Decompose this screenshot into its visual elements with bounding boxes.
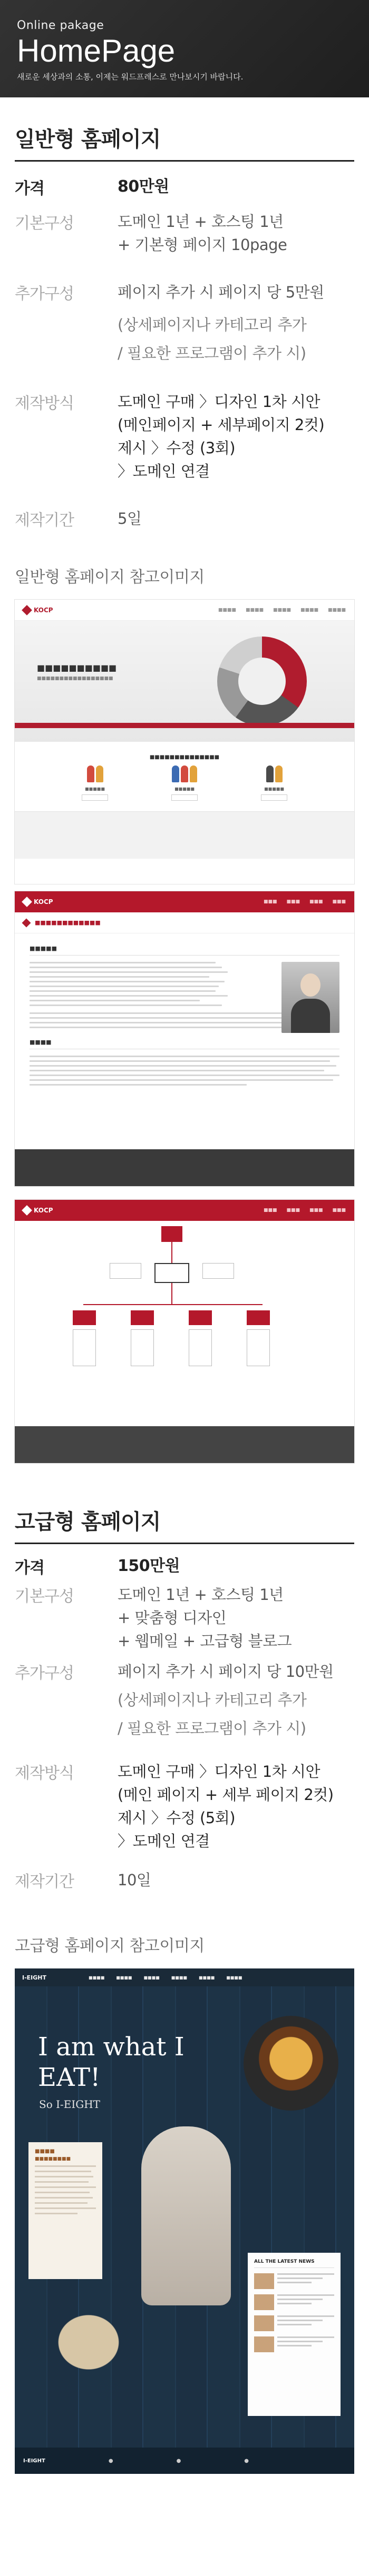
basic-mockup-org <box>15 1200 354 1463</box>
basic-period-value: 5일 <box>118 510 142 528</box>
list-item <box>254 2315 334 2331</box>
mockup-banner-text: ■■■■■■■■■■ ■■■■■■■■■■■■■■■■■ <box>37 663 117 681</box>
premium-hero-sub: So I-EIGHT <box>39 2098 101 2111</box>
premium-composition-value: 도메인 1년 + 호스팅 1년 + 맞춤형 디자인 + 웹메일 + 고급형 블로그 <box>118 1586 292 1650</box>
premium-period-value: 10일 <box>118 1871 151 1889</box>
premium-title: 고급형 홈페이지 <box>15 1505 354 1544</box>
premium-period-label: 제작기간 <box>15 1873 74 1891</box>
basic-reference-title: 일반형 홈페이지 참고이미지 <box>15 568 205 586</box>
basic-composition-label: 기본구성 <box>15 214 74 233</box>
premium-bowl-image <box>244 2016 338 2111</box>
org-box <box>110 1263 141 1279</box>
premium-nav: ■■■■ ■■■■ ■■■■ ■■■■ ■■■■ ■■■■ <box>89 1975 242 1980</box>
premium-brand: I-EIGHT <box>22 1974 47 1981</box>
org-box <box>189 1310 212 1325</box>
mockup-portrait <box>281 962 339 1033</box>
figure-group: ■■■■■ <box>261 765 287 801</box>
premium-extra-row <box>15 1660 354 1740</box>
mockup-logo: KOCP <box>23 898 53 906</box>
mockup-logo: KOCP <box>23 606 53 614</box>
premium-body-figure <box>141 2126 231 2305</box>
mockup-footer <box>15 1149 354 1186</box>
org-line <box>171 1242 172 1263</box>
basic-title: 일반형 홈페이지 <box>15 123 354 162</box>
footer-icon: ● <box>244 2458 249 2464</box>
premium-process-row <box>15 1760 354 1853</box>
org-line <box>171 1283 172 1304</box>
premium-latest-news <box>248 2253 341 2416</box>
premium-composition-label: 기본구성 <box>15 1587 74 1606</box>
org-box <box>131 1310 154 1325</box>
hero-title: HomePage <box>17 33 176 68</box>
basic-composition-value: 도메인 1년 + 호스팅 1년 + 기본형 페이지 10page <box>118 213 287 254</box>
mockup-footer <box>15 1426 354 1463</box>
premium-process-label: 제작방식 <box>15 1764 74 1783</box>
premium-mockup-header <box>15 1968 354 1986</box>
figure-group: ■■■■■ <box>82 765 108 801</box>
figure-group: ■■■■■ <box>171 765 198 801</box>
hero-subtitle: Online pakage <box>17 19 104 32</box>
org-box <box>189 1329 212 1366</box>
basic-mockup-greeting <box>15 891 354 1186</box>
footer-icon: ● <box>176 2458 181 2464</box>
basic-package <box>0 123 369 587</box>
basic-price-label: 가격 <box>15 180 44 198</box>
basic-composition-row <box>15 210 354 256</box>
basic-price-value: 80만원 <box>118 177 169 196</box>
mockup-banner-bar <box>15 723 354 728</box>
list-item <box>254 2294 334 2310</box>
basic-mockup-main <box>15 600 354 884</box>
premium-price-label: 가격 <box>15 1559 44 1577</box>
mockup-logo: KOCP <box>23 1207 53 1214</box>
premium-roots-image <box>36 2295 141 2390</box>
mockup-figures <box>15 765 354 811</box>
mockup-sub-banner: ■■■■■■■■■■■■ <box>15 912 354 933</box>
basic-period-label: 제작기간 <box>15 511 74 530</box>
logo-mark-icon <box>22 605 32 615</box>
basic-extra-row <box>15 281 354 365</box>
org-line <box>83 1304 263 1305</box>
mockup-org-chart <box>15 1221 354 1421</box>
logo-mark-icon <box>22 918 31 927</box>
premium-package <box>0 1505 369 1956</box>
premium-composition-row <box>15 1583 354 1653</box>
footer-icon: ● <box>108 2458 113 2464</box>
org-box <box>247 1310 270 1325</box>
premium-price-row <box>15 1555 354 1578</box>
premium-latest-title: ALL THE LATEST NEWS <box>254 2259 334 2268</box>
org-box <box>161 1226 182 1242</box>
basic-price-row <box>15 175 354 198</box>
mockup-footer <box>15 811 354 859</box>
premium-reference-title: 고급형 홈페이지 참고이미지 <box>15 1937 205 1955</box>
org-box <box>131 1329 154 1366</box>
org-box <box>73 1329 96 1366</box>
org-box <box>202 1263 234 1279</box>
mockup-ring-graphic <box>217 636 307 726</box>
mockup-header <box>15 600 354 621</box>
premium-period-row <box>15 1868 354 1892</box>
logo-mark-icon <box>22 1205 32 1216</box>
mockup-header-dark: KOCP ■■■ ■■■ ■■■ ■■■ <box>15 891 354 912</box>
basic-extra-value: 페이지 추가 시 페이지 당 5만원 (상세페이지나 카테고리 추가 / 필요한 프로그램이 추가 시) <box>118 283 324 362</box>
logo-mark-icon <box>22 897 32 907</box>
premium-extra-value: 페이지 추가 시 페이지 당 10만원 (상세페이지나 카테고리 추가 / 필요한 프로그램이 추가 시) <box>118 1663 334 1737</box>
mockup-greeting-body: ■■■■■ ■■■■ <box>15 933 354 1100</box>
mockup-main-banner <box>15 621 354 742</box>
premium-hero-text: I am what I EAT! <box>38 2032 184 2092</box>
premium-card: ■■■■ ■■■■■■■■ <box>28 2142 102 2279</box>
premium-price-value: 150만원 <box>118 1557 180 1575</box>
basic-extra-label: 추가구성 <box>15 285 74 303</box>
basic-process-row <box>15 390 354 483</box>
premium-extra-label: 추가구성 <box>15 1664 74 1683</box>
hero-description: 새로운 세상과의 소통, 이제는 워드프레스로 만나보시기 바랍니다. <box>17 72 244 82</box>
org-box <box>154 1263 189 1283</box>
mockup-nav: ■■■■ ■■■■ ■■■■ ■■■■ ■■■■ <box>218 607 346 613</box>
org-box <box>247 1329 270 1366</box>
list-item <box>254 2336 334 2352</box>
basic-process-value: 도메인 구매 〉디자인 1차 시안 (메인페이지 + 세부페이지 2컷) 제시 〉수정 (3회) 〉도메인 연결 <box>118 393 325 480</box>
mockup-mid-heading: ■■■■■■■■■■■■■■ <box>149 754 220 760</box>
basic-process-label: 제작방식 <box>15 394 74 413</box>
basic-period-row <box>15 507 354 530</box>
list-item <box>254 2273 334 2289</box>
mockup-header-dark: KOCP ■■■ ■■■ ■■■ ■■■ <box>15 1200 354 1221</box>
hero-banner <box>0 0 369 97</box>
premium-footer: I-EIGHT ● ● ● <box>15 2448 354 2474</box>
org-box <box>73 1310 96 1325</box>
premium-mockup <box>15 1968 354 2474</box>
premium-process-value: 도메인 구매 〉디자인 1차 시안 (메인 페이지 + 세부 페이지 2컷) 제시 〉수정 (5회) 〉도메인 연결 <box>118 1763 334 1850</box>
